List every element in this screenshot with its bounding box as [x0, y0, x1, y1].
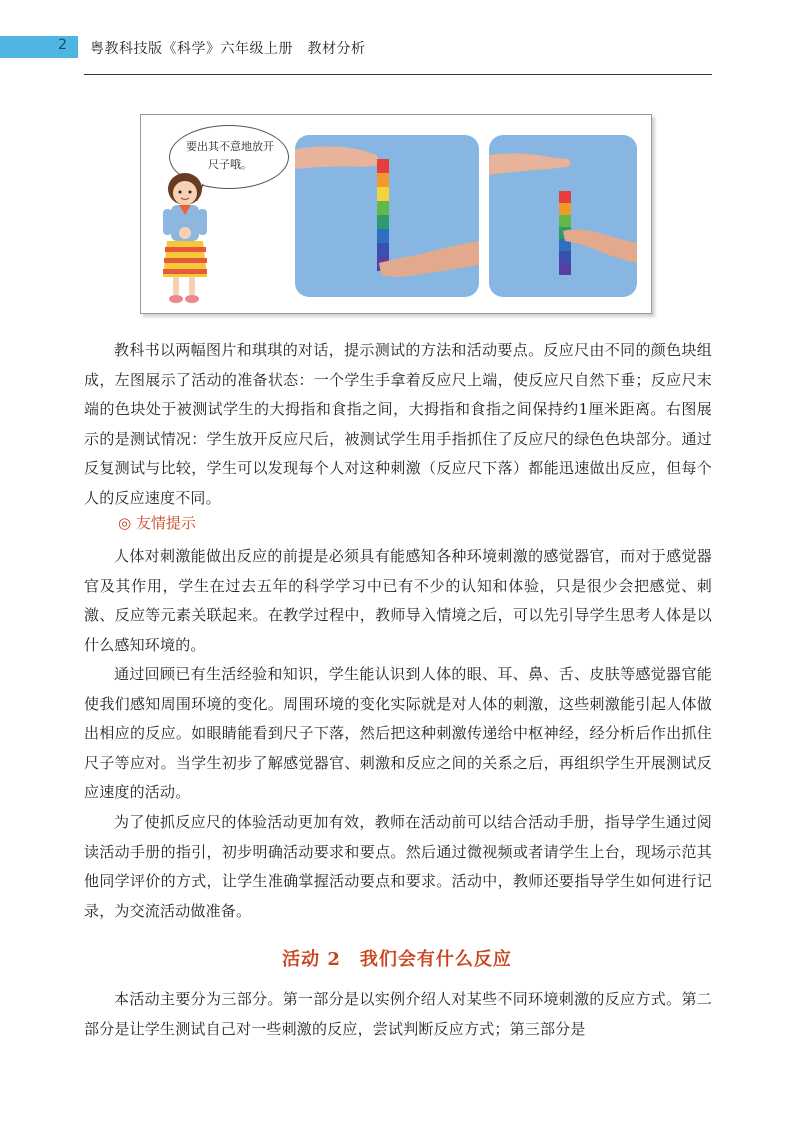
girl-qiqi-illustration	[151, 167, 231, 309]
paragraph-stimulus-response: 通过回顾已有生活经验和知识，学生能认识到人体的眼、耳、鼻、舌、皮肤等感觉器官能使我们感知周围环境的变化。周围环境的变化实际就是对人体的刺激，这些刺激能引起人体做出相应的反应。如眼睛能看到尺子下落，然后把这种刺激传递给中枢神经，经分析后作出抓住尺子等应对。当学生初步了解感觉器官、刺激和反应之间的关系之后，再组织学生开展测试反应速度的活动。	[84, 665, 712, 801]
running-header-title: 粤教科技版《科学》六年级上册 教材分析	[90, 41, 366, 57]
paragraph-activity-guidance: 为了使抓反应尺的体验活动更加有效，教师在活动前可以结合活动手册，指导学生通过阅读活动手册的指引，初步明确活动要求和要点。然后通过微视频或者请学生上台，现场示范其他同学评价的方式，让学生准确掌握活动要点和要求。活动中，教师还要指导学生如何进行记录，为交流活动做准备。	[84, 813, 712, 920]
paragraph-sense-organs: 人体对刺激能做出反应的前提是必须具有能感知各种环境刺激的感觉器官，而对于感觉器官及其作用，学生在过去五年的科学学习中已有不少的认知和体验，只是很少会把感觉、刺激、反应等元素关联起来。在教学过程中，教师导入情境之后，可以先引导学生思考人体是以什么感知环境的。	[84, 547, 712, 654]
photo-ruler-ready	[295, 135, 479, 297]
paragraph-activity-overview: 本活动主要分为三部分。第一部分是以实例介绍人对某些不同环境刺激的反应方式。第二部分是让学生测试自己对一些刺激的反应，尝试判断反应方式；第三部分是	[84, 990, 712, 1038]
illustration-figure	[140, 114, 652, 314]
photo-ruler-caught	[489, 135, 637, 297]
activity-2-heading: 活动 2 我们会有什么反应	[282, 949, 512, 970]
ruler-ready-scene	[295, 135, 479, 297]
speech-bubble-text: 要出其不意地放开尺子哦。	[186, 140, 274, 171]
tip-heading: ◎ 友情提示	[118, 514, 196, 532]
header-divider	[84, 74, 712, 75]
page-number: 2	[58, 37, 67, 53]
ruler-caught-scene	[489, 135, 637, 297]
paragraph-figure-explanation: 教科书以两幅图片和琪琪的对话，提示测试的方法和活动要点。反应尺由不同的颜色块组成，左图展示了活动的准备状态：一个学生手拿着反应尺上端，使反应尺自然下垂；反应尺末端的色块处于被测试学生的大拇指和食指之间，大拇指和食指之间保持约1厘米距离。右图展示的是测试情况：学生放开反应尺后，被测试学生用手指抓住了反应尺的绿色色块部分。通过反复测试与比较，学生可以发现每个人对这种刺激（反应尺下落）都能迅速做出反应，但每个人的反应速度不同。	[84, 341, 712, 507]
